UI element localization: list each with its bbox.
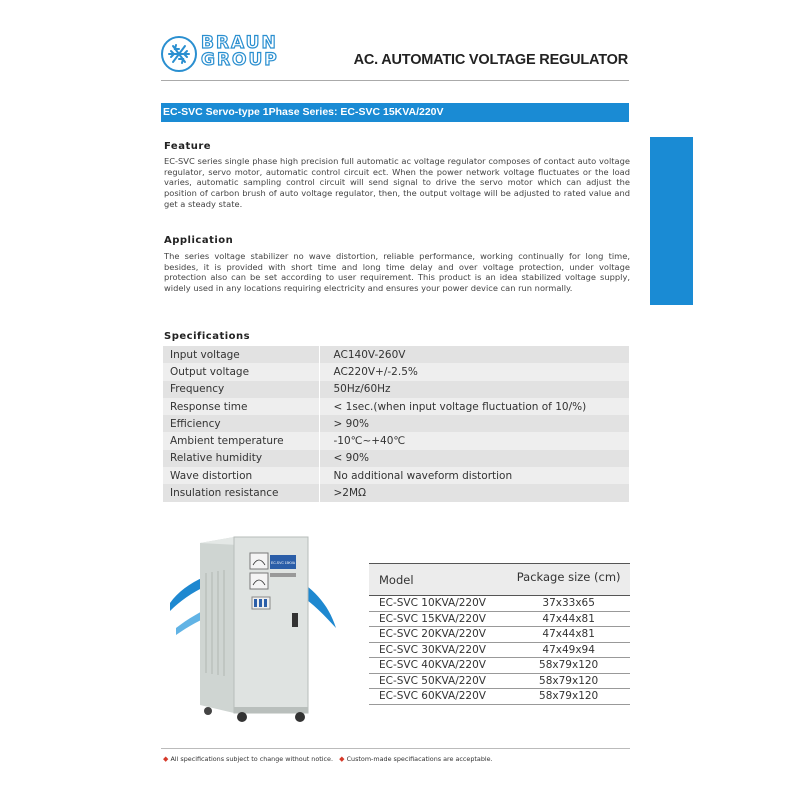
spec-label: Insulation resistance — [163, 484, 319, 501]
spec-label: Wave distortion — [163, 467, 319, 484]
table-row — [163, 484, 629, 501]
table-row — [369, 611, 630, 627]
brand-name — [201, 35, 279, 69]
footer-notes — [163, 755, 493, 763]
spec-value: -10℃~+40℃ — [319, 432, 629, 449]
page-title: AC. AUTOMATIC VOLTAGE REGULATOR — [353, 52, 628, 68]
footer-divider — [161, 748, 630, 749]
table-row — [369, 689, 630, 705]
side-tab-marker — [650, 137, 693, 305]
brand-name-line1: BRAUN — [201, 33, 278, 53]
header-divider — [161, 80, 629, 81]
specifications-table — [163, 346, 629, 502]
application-heading: Application — [164, 235, 234, 246]
column-header-size: Package size (cm) — [507, 564, 630, 596]
table-header-row — [369, 564, 630, 596]
specifications-heading: Specifications — [164, 331, 251, 342]
application-text: The series voltage stabilizer no wave distortion, reliable performance, working continually for long time, besides, it is provided with short time and long time delay and over voltage protection, under voltage protection also can be set according to user requirement. This product is an idea stabilized voltage supply, widely used in any locations requiring electricity and ensures your power device can run normally. — [164, 251, 630, 294]
size-cell: 37x33x65 — [507, 596, 630, 612]
spec-label: Efficiency — [163, 415, 319, 432]
model-cell: EC-SVC 40KVA/220V — [369, 658, 507, 674]
model-cell: EC-SVC 50KVA/220V — [369, 673, 507, 689]
spec-label: Input voltage — [163, 346, 319, 363]
table-row — [163, 381, 629, 398]
spec-label: Relative humidity — [163, 450, 319, 467]
table-row — [163, 363, 629, 380]
spec-value: No additional waveform distortion — [319, 467, 629, 484]
size-cell: 58x79x120 — [507, 673, 630, 689]
spec-label: Response time — [163, 398, 319, 415]
product-photo — [168, 533, 338, 729]
model-cell: EC-SVC 60KVA/220V — [369, 689, 507, 705]
spec-value: < 1sec.(when input voltage fluctuation of 10/%) — [319, 398, 629, 415]
spec-value: < 90% — [319, 450, 629, 467]
table-row — [163, 467, 629, 484]
footer-note-1: All specifications subject to change without notice. — [170, 755, 334, 763]
spec-value: 50Hz/60Hz — [319, 381, 629, 398]
table-row — [163, 398, 629, 415]
package-size-table — [369, 563, 630, 705]
snowflake-logo-icon — [161, 36, 197, 72]
footer-note-2: Custom-made specifiacations are acceptable. — [346, 755, 493, 763]
model-cell: EC-SVC 20KVA/220V — [369, 627, 507, 643]
brand-name-line2: GROUP — [201, 50, 279, 70]
column-header-model: Model — [369, 564, 507, 596]
size-cell: 58x79x120 — [507, 689, 630, 705]
voltage-regulator-cabinet-icon — [168, 533, 338, 729]
spec-label: Ambient temperature — [163, 432, 319, 449]
table-row — [163, 415, 629, 432]
spec-value: AC220V+/-2.5% — [319, 363, 629, 380]
spec-label: Frequency — [163, 381, 319, 398]
size-cell: 47x44x81 — [507, 611, 630, 627]
table-row — [369, 658, 630, 674]
series-banner: EC-SVC Servo-type 1Phase Series: EC-SVC 15KVA/220V — [161, 103, 629, 122]
feature-heading: Feature — [164, 141, 212, 152]
brand-logo — [161, 33, 279, 74]
model-cell: EC-SVC 15KVA/220V — [369, 611, 507, 627]
product-panel-label: EC-SVC 15KVA — [270, 561, 296, 565]
table-row — [369, 627, 630, 643]
table-row — [369, 596, 630, 612]
spec-value: >2MΩ — [319, 484, 629, 501]
spec-label: Output voltage — [163, 363, 319, 380]
table-row — [163, 346, 629, 363]
spec-value: > 90% — [319, 415, 629, 432]
table-row — [163, 432, 629, 449]
size-cell: 47x44x81 — [507, 627, 630, 643]
model-cell: EC-SVC 30KVA/220V — [369, 642, 507, 658]
table-row — [163, 450, 629, 467]
spec-value: AC140V-260V — [319, 346, 629, 363]
feature-text: EC-SVC series single phase high precision full automatic ac voltage regulator composes of contact auto voltage regulator, servo motor, automatic control circuit ect. When the power network voltage fluctuates or the load varies, automatic sampling control circuit will send signal to drive the servo motor which can adjust the position of carbon brush of auto voltage regulator, then, the output voltage will be adjusted to rated value and get a steady state. — [164, 156, 630, 209]
table-row — [369, 642, 630, 658]
size-cell: 47x49x94 — [507, 642, 630, 658]
diamond-bullet-icon: ◆ — [339, 755, 345, 763]
diamond-bullet-icon: ◆ — [163, 755, 169, 763]
model-cell: EC-SVC 10KVA/220V — [369, 596, 507, 612]
table-row — [369, 673, 630, 689]
size-cell: 58x79x120 — [507, 658, 630, 674]
